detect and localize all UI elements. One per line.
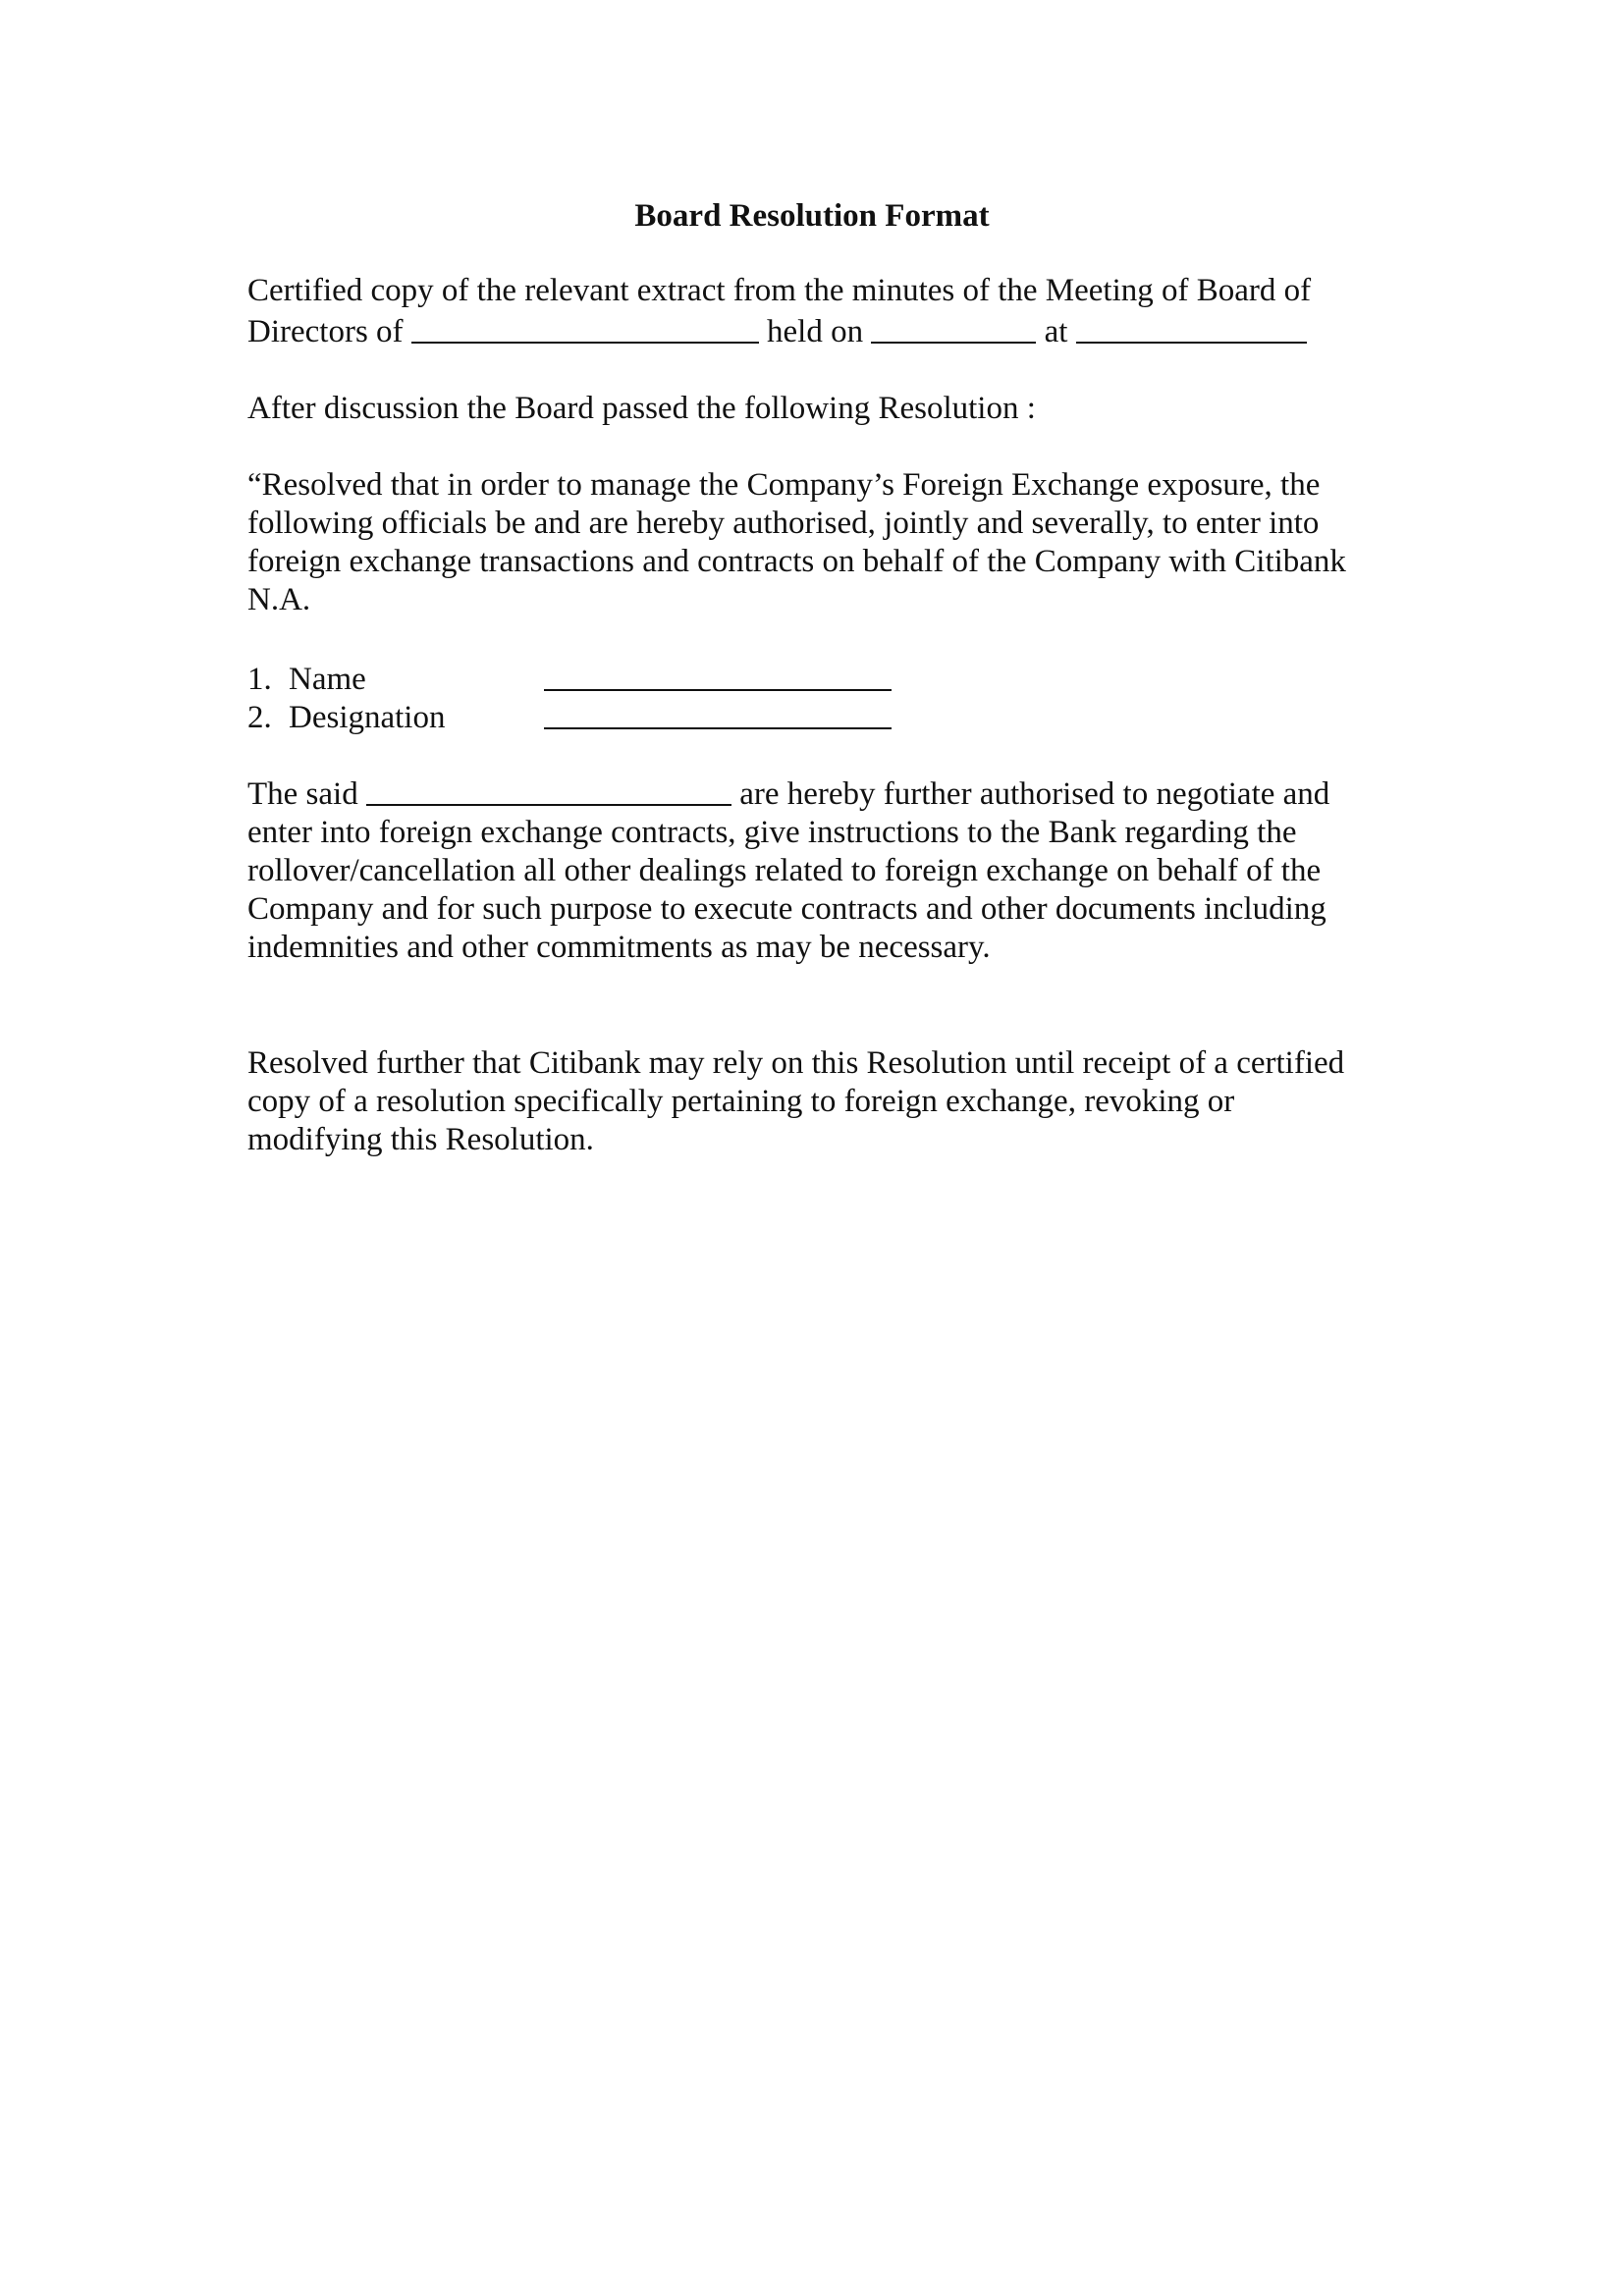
the-said-prefix: The said (247, 776, 358, 812)
resolved-further-line: modifying this Resolution. (247, 1122, 594, 1157)
document-body (247, 272, 1386, 1159)
officials-list (247, 658, 1386, 734)
the-said-paragraph (247, 773, 1386, 967)
designation-blank[interactable] (544, 698, 892, 729)
at-text: at (1044, 314, 1068, 349)
official-item-designation (247, 696, 1386, 734)
intro-line-2 (247, 310, 1386, 351)
the-said-line-1 (247, 773, 1386, 814)
resolved-further-paragraph (247, 1044, 1386, 1159)
list-label: Designation (289, 700, 446, 735)
the-said-line: Company and for such purpose to execute contracts and other documents including (247, 891, 1326, 927)
resolved-further-line: Resolved further that Citibank may rely on this Resolution until receipt of a certified (247, 1045, 1345, 1081)
official-item-name (247, 658, 1386, 696)
resolution-line: N.A. (247, 582, 311, 617)
list-number: 1. (247, 662, 272, 697)
meeting-place-blank[interactable] (1076, 312, 1307, 344)
document-title: Board Resolution Format (634, 198, 990, 234)
after-discussion-paragraph: After discussion the Board passed the following Resolution : (247, 391, 1036, 426)
resolved-further-line: copy of a resolution specifically pertaining to foreign exchange, revoking or (247, 1084, 1235, 1119)
held-on-text: held on (767, 314, 864, 349)
meeting-date-blank[interactable] (871, 312, 1036, 344)
company-name-blank[interactable] (411, 312, 759, 344)
resolution-line: following officials be and are hereby authorised, jointly and severally, to enter into (247, 506, 1320, 541)
intro-paragraph (247, 272, 1386, 351)
the-said-line: rollover/cancellation all other dealings related to foreign exchange on behalf of the (247, 853, 1322, 888)
the-said-line: enter into foreign exchange contracts, give instructions to the Bank regarding the (247, 815, 1297, 850)
resolution-paragraph (247, 466, 1386, 619)
list-label: Name (289, 662, 366, 697)
resolution-line: “Resolved that in order to manage the Company’s Foreign Exchange exposure, the (247, 467, 1321, 503)
officials-blank[interactable] (366, 774, 731, 806)
name-blank[interactable] (544, 660, 892, 691)
intro-line-1: Certified copy of the relevant extract from the minutes of the Meeting of Board of (247, 273, 1312, 308)
directors-of-text: Directors of (247, 314, 404, 349)
resolution-line: foreign exchange transactions and contracts on behalf of the Company with Citibank (247, 544, 1346, 579)
list-number: 2. (247, 700, 272, 735)
the-said-line-1-rest: are hereby further authorised to negotiate and (739, 776, 1330, 812)
the-said-line: indemnities and other commitments as may be necessary. (247, 930, 991, 965)
